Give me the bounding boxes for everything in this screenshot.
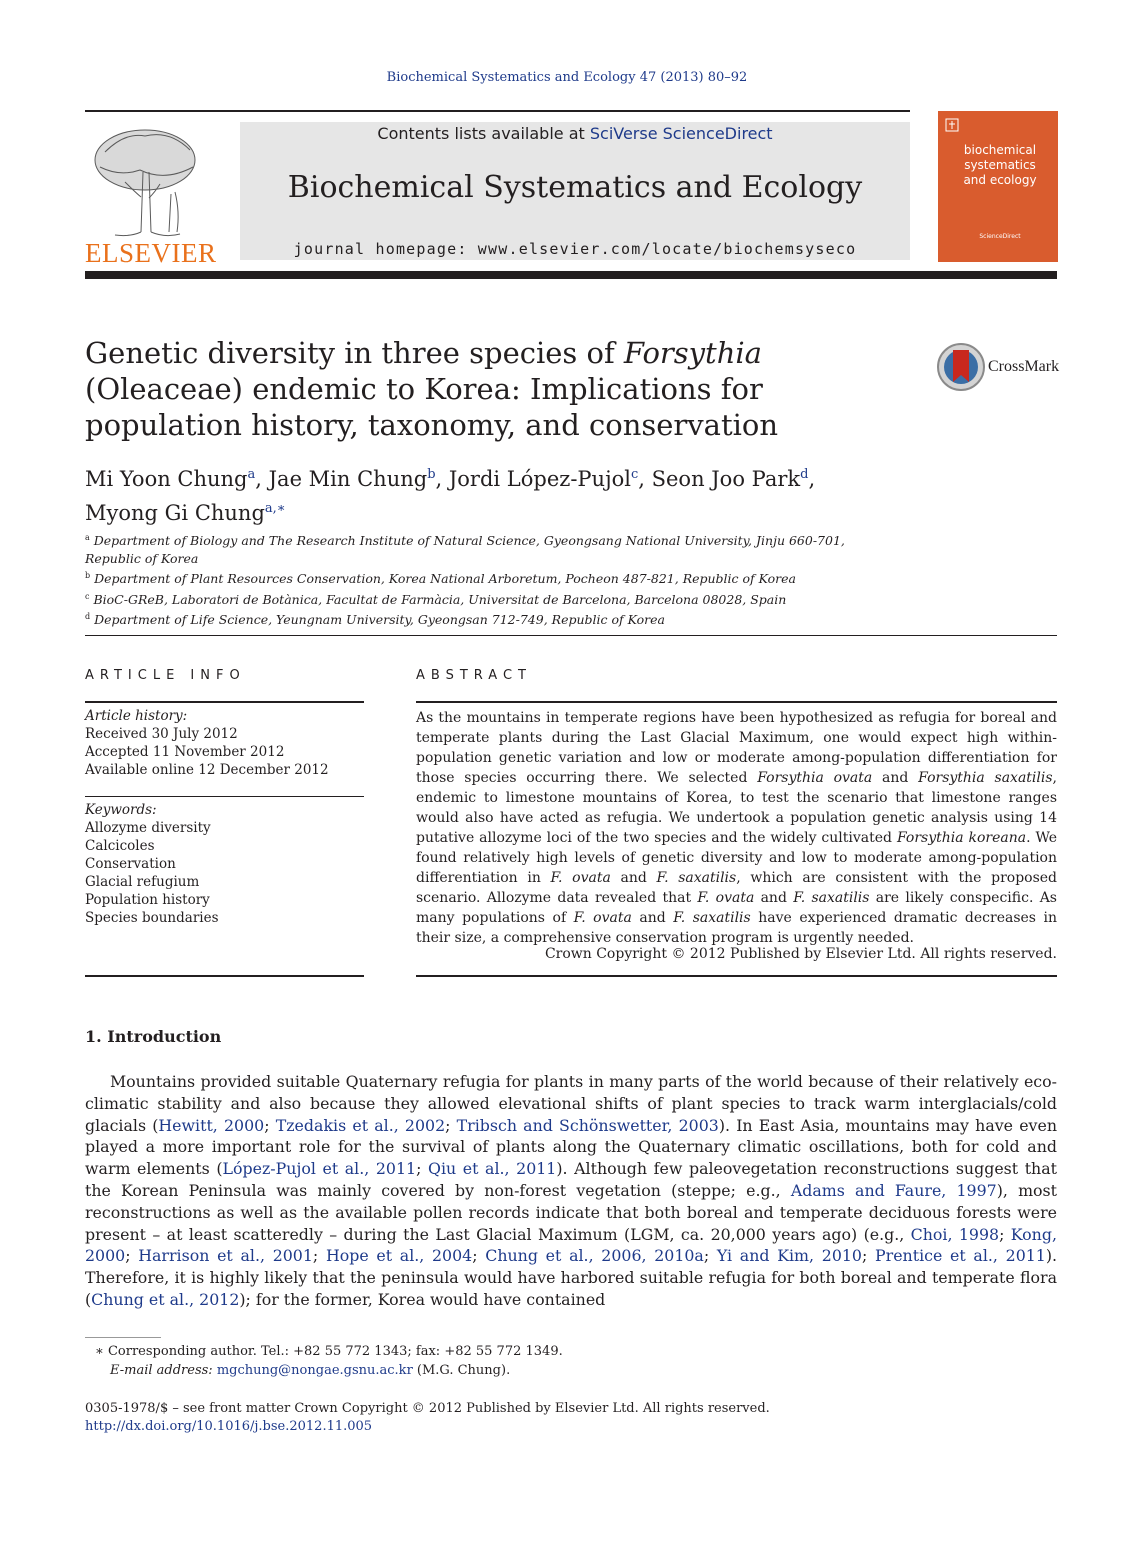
abstract-rule xyxy=(416,701,1057,703)
contents-prefix: Contents lists available at xyxy=(377,124,590,143)
abstract-body xyxy=(416,708,1057,948)
doi-link[interactable]: http://dx.doi.org/10.1016/j.bse.2012.11.005 xyxy=(85,1419,373,1434)
species-name: Forsythia ovata xyxy=(757,770,873,786)
citation-link[interactable]: Hewitt, 2000 xyxy=(158,1115,265,1135)
email-link[interactable]: mgchung@nongae.gsnu.ac.kr xyxy=(216,1363,413,1378)
section-heading: 1. Introduction xyxy=(85,1027,222,1046)
author: Jae Min Chung xyxy=(268,467,428,491)
article-info-heading: ARTICLE INFO xyxy=(85,668,246,683)
cover-tree-icon xyxy=(944,117,960,133)
footnote-text: Corresponding author. Tel.: +82 55 772 1343; fax: +82 55 772 1349. xyxy=(103,1344,563,1359)
abstract-text: and xyxy=(872,770,919,786)
abstract-text: and xyxy=(754,890,794,906)
cover-title-line: systematics xyxy=(964,158,1036,172)
abstract-text: , which are consistent with the proposed scenario. Allozyme data revealed that xyxy=(416,870,1058,906)
citation-link[interactable]: Adams and Faure, 1997 xyxy=(790,1180,997,1200)
journal-title: Biochemical Systematics and Ecology xyxy=(287,170,863,205)
footnote xyxy=(95,1342,995,1380)
body-text: ). In East Asia, mountains may have even played a more important role for the survival of plants along the Quaternary climatic oscillations, both for cold and warm elements ( xyxy=(85,1115,1057,1179)
affil-letter: d xyxy=(85,612,91,622)
journal-homepage[interactable]: journal homepage: www.elsevier.com/locate/biochemsyseco xyxy=(293,240,857,258)
citation-link[interactable]: Tribsch and Schönswetter, 2003 xyxy=(456,1115,719,1135)
affil-text: Department of Biology and The Research Institute of Natural Science, Gyeongsang National University, Jinju 660-701, Republic of Korea xyxy=(85,533,845,566)
abstract-copyright: Crown Copyright © 2012 Published by Elsevier Ltd. All rights reserved. xyxy=(544,946,1057,962)
sciencedirect-link[interactable]: SciVerse ScienceDirect xyxy=(589,124,773,143)
affil-ref[interactable]: b xyxy=(427,467,436,482)
footnote-star: ∗ xyxy=(95,1344,104,1359)
article-title xyxy=(85,335,885,443)
citation-link[interactable]: Kong, 2000 xyxy=(85,1224,1057,1266)
species-name: F. saxatilis xyxy=(793,890,870,906)
author-list xyxy=(85,460,935,528)
body-text: ; xyxy=(312,1246,326,1266)
header-thick-rule xyxy=(85,271,1057,279)
body-text: ), most reconstructions as well as the available pollen records indicate that both boreal and temperate deciduous forests were present – at least scatteredly – during the Last Glacial Maximum (LGM, ca. 20,000 years ago) (e.g., xyxy=(85,1180,1058,1244)
species-name: F. saxatilis xyxy=(656,870,737,886)
species-name: F. ovata xyxy=(697,890,755,906)
crossmark-label[interactable]: CrossMark xyxy=(988,358,1060,375)
front-matter xyxy=(85,1400,985,1436)
email-label: E-mail address: xyxy=(110,1363,217,1378)
keyword: Allozyme diversity xyxy=(85,820,211,836)
citation-link[interactable]: Tzedakis et al., 2002 xyxy=(275,1115,446,1135)
accepted-date: Accepted 11 November 2012 xyxy=(85,744,285,760)
citation-link[interactable]: Chung et al., 2012 xyxy=(91,1289,240,1309)
affil-ref[interactable]: c xyxy=(630,467,639,482)
affiliation-rule xyxy=(85,635,1057,636)
affil-letter: b xyxy=(85,571,91,581)
received-date: Received 30 July 2012 xyxy=(85,726,238,742)
email-suffix: (M.G. Chung). xyxy=(412,1363,511,1378)
cover-sciencedirect: ScienceDirect xyxy=(979,233,1021,240)
keyword: Glacial refugium xyxy=(85,874,200,890)
body-text: ; xyxy=(416,1159,428,1179)
affiliation xyxy=(85,608,845,629)
affiliation xyxy=(85,588,845,609)
body-text: ; xyxy=(445,1115,457,1135)
intro-paragraph xyxy=(85,1071,1057,1311)
citation-link[interactable]: Hope et al., 2004 xyxy=(325,1246,473,1266)
author-sep: , xyxy=(435,467,449,491)
species-name: Forsythia saxatilis xyxy=(918,770,1053,786)
author: Myong Gi Chung xyxy=(85,501,265,525)
email-line xyxy=(95,1361,995,1380)
affil-text: Department of Plant Resources Conservation, Korea National Arboretum, Pocheon 487-821, Republic of Korea xyxy=(94,571,797,587)
article-history xyxy=(85,707,364,779)
crossmark-icon[interactable] xyxy=(936,342,986,392)
article-info-bottom-rule xyxy=(85,975,364,977)
body-text: ). Therefore, it is highly likely that the peninsula would have harbored suitable refugia for both boreal and temperate flora ( xyxy=(85,1246,1058,1309)
abstract-text: As the mountains in temperate regions have been hypothesized as refugia for boreal and temperate plants during the Last Glacial Maximum, one would expect high within-population genetic variation and low or moderate among-population differentiation for those species occurring there. We selected xyxy=(416,710,1057,786)
species-name: Forsythia koreana xyxy=(896,830,1027,846)
abstract-text: are likely conspecific. As many populations of xyxy=(416,890,1057,926)
citation-link[interactable]: Choi, 1998 xyxy=(910,1224,1000,1244)
corresponding-author xyxy=(95,1342,995,1361)
affil-letter: a xyxy=(85,533,90,542)
affiliation xyxy=(85,567,845,588)
affiliation-list xyxy=(85,529,845,629)
keywords-label: Keywords: xyxy=(85,802,157,818)
history-label: Article history: xyxy=(85,708,188,724)
body-text: ; xyxy=(703,1246,717,1266)
body-text: ; xyxy=(264,1115,276,1135)
keywords-rule xyxy=(85,796,364,797)
author: Mi Yoon Chung xyxy=(85,467,248,491)
affil-ref[interactable]: a xyxy=(247,467,256,482)
abstract-text: and xyxy=(610,870,657,886)
citation-link[interactable]: Chung et al., 2006, 2010a xyxy=(485,1246,704,1266)
author-sep: , xyxy=(638,467,652,491)
keyword: Species boundaries xyxy=(85,910,219,926)
abstract-heading: ABSTRACT xyxy=(416,668,532,683)
citation-link[interactable]: Yi and Kim, 2010 xyxy=(716,1246,862,1266)
body-text: ; xyxy=(861,1246,876,1266)
affil-ref[interactable]: a,∗ xyxy=(264,501,286,516)
body-text: Mountains provided suitable Quaternary refugia for plants in many parts of the world because of their relatively eco-climatic stability and also because they allowed elevational shifts of plant species to track warm interglacials/cold glacials ( xyxy=(85,1072,1057,1135)
body-text: ; xyxy=(125,1246,139,1266)
elsevier-wordmark: ELSEVIER xyxy=(85,238,217,268)
author: Jordi López-Pujol xyxy=(448,467,631,491)
article-info-rule xyxy=(85,701,364,703)
species-name: F. ovata xyxy=(550,870,611,886)
online-date: Available online 12 December 2012 xyxy=(85,762,329,778)
affil-text: BioC-GReB, Laboratori de Botànica, Facultat de Farmàcia, Universitat de Barcelona, Barcelona 08028, Spain xyxy=(93,591,787,607)
affil-text: Department of Life Science, Yeungnam University, Gyeongsan 712-749, Republic of Korea xyxy=(94,612,665,628)
affiliation xyxy=(85,529,845,567)
species-name: F. saxatilis xyxy=(673,910,751,926)
author-sep: , xyxy=(808,467,816,491)
keywords xyxy=(85,801,364,927)
citation-link[interactable]: Harrison et al., 2001 xyxy=(138,1246,313,1266)
body-text: ; xyxy=(472,1246,486,1266)
journal-citation[interactable]: Biochemical Systematics and Ecology 47 (2013) 80–92 xyxy=(386,70,748,85)
affil-ref[interactable]: d xyxy=(800,467,809,482)
keyword: Calcicoles xyxy=(85,838,155,854)
body-text: ). Although few paleovegetation reconstructions suggest that the Korean Peninsula was mainly covered by non-forest vegetation (steppe; e.g., xyxy=(85,1159,1058,1200)
abstract-bottom-rule xyxy=(416,975,1057,977)
cover-title-line: biochemical xyxy=(963,143,1037,157)
species-name: F. ovata xyxy=(573,910,632,926)
body-text: ; xyxy=(999,1224,1011,1244)
footnote-rule xyxy=(85,1337,161,1338)
title-genus: Forsythia xyxy=(623,336,762,370)
author-sep: , xyxy=(255,467,269,491)
abstract-text: have experienced dramatic decreases in their size, a comprehensive conservation program is urgently needed. xyxy=(416,910,1058,946)
citation-link[interactable]: Prentice et al., 2011 xyxy=(875,1246,1046,1266)
abstract-text: , endemic to limestone mountains of Korea, to test the scenario that limestone ranges would also have acted as refugia. We undertook a population genetic analysis using 14 putative allozyme loci of the two species and the widely cultivated xyxy=(416,770,1057,846)
keyword: Population history xyxy=(85,892,210,908)
cover-title xyxy=(950,143,1050,188)
keyword: Conservation xyxy=(85,856,176,872)
author: Seon Joo Park xyxy=(651,467,801,491)
title-part: Genetic diversity in three species of xyxy=(85,336,624,370)
contents-line xyxy=(240,124,910,143)
header-rule xyxy=(85,110,910,112)
cover-title-line: and ecology xyxy=(963,173,1037,187)
title-part: (Oleaceae) endemic to Korea: Implications for population history, taxonomy, and conservation xyxy=(85,372,779,442)
abstract-text: . We found relatively high levels of genetic diversity and low to moderate among-population differentiation in xyxy=(416,830,1058,886)
body-text: ); for the former, Korea would have contained xyxy=(239,1289,606,1309)
citation-link[interactable]: López-Pujol et al., 2011 xyxy=(222,1159,417,1179)
affil-letter: c xyxy=(85,591,90,601)
issn-line: 0305-1978/$ – see front matter Crown Copyright © 2012 Published by Elsevier Ltd. All rights reserved. xyxy=(85,1401,770,1416)
citation-link[interactable]: Qiu et al., 2011 xyxy=(428,1159,557,1179)
abstract-text: and xyxy=(631,910,674,926)
